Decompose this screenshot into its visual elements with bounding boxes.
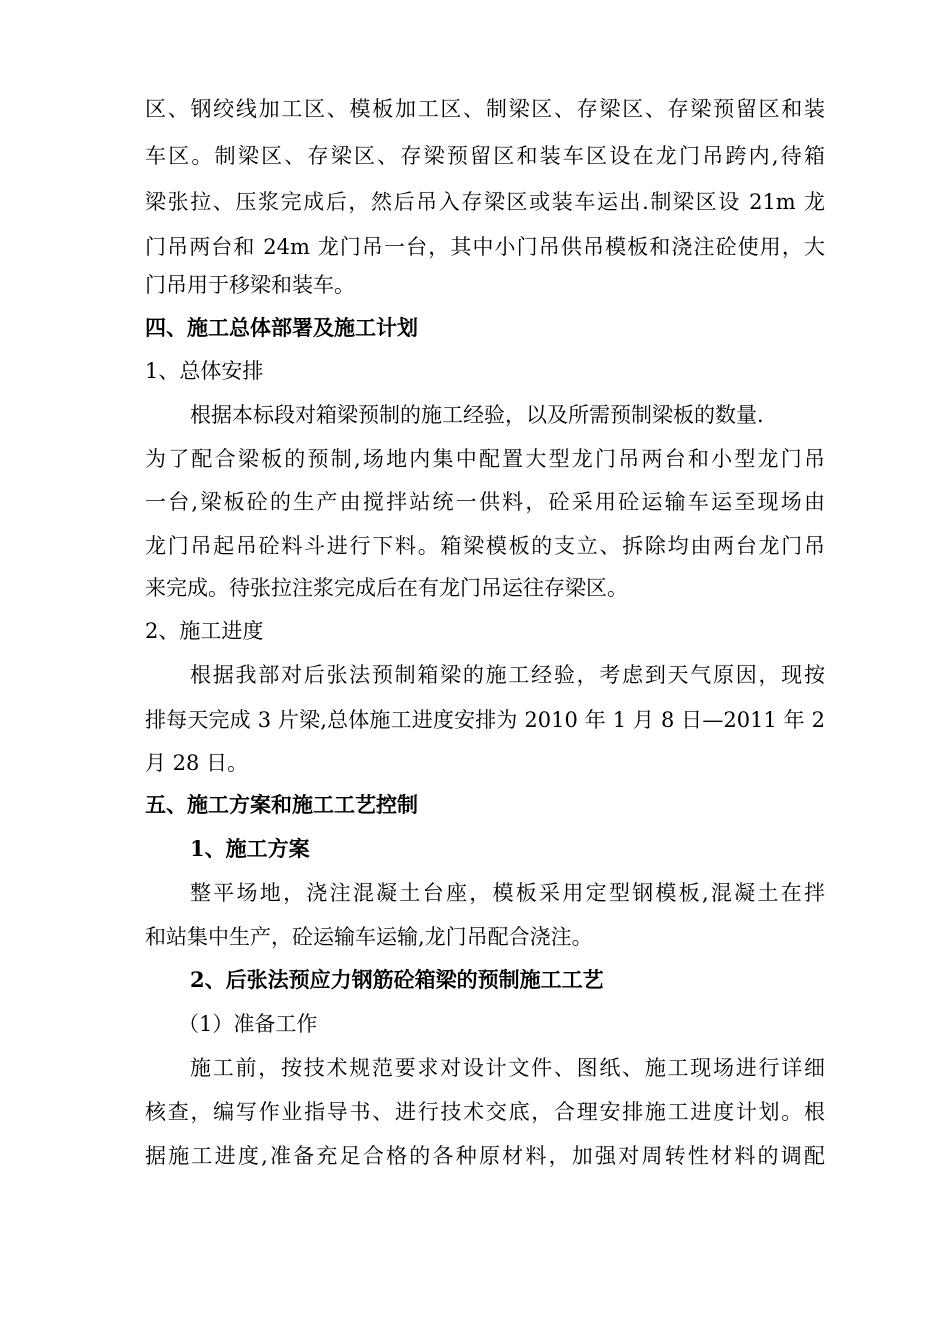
- subsection-title: 2、施工进度: [145, 619, 264, 643]
- subsection-title: 1、总体安排: [145, 359, 264, 383]
- paragraph-line: 门吊用于移梁和装车。: [145, 273, 355, 297]
- paragraph-line: 根据我部对后张法预制箱梁的施工经验，考虑到天气原因，现按: [190, 663, 825, 687]
- item-title: （1）准备工作: [178, 1012, 318, 1036]
- paragraph-line: 一台,梁板砼的生产由搅拌站统一供料，砼采用砼运输车运至现场由: [145, 490, 825, 514]
- paragraph-line: 根据本标段对箱梁预制的施工经验，以及所需预制梁板的数量.: [190, 403, 764, 427]
- paragraph-line: 月 28 日。: [145, 751, 249, 775]
- paragraph-line: 龙门吊起吊砼料斗进行下料。箱梁模板的支立、拆除均由两台龙门吊: [145, 534, 825, 558]
- paragraph-line: 据施工进度,准备充足合格的各种原材料，加强对周转性材料的调配: [145, 1144, 825, 1168]
- subsection-title: 2、后张法预应力钢筋砼箱梁的预制施工工艺: [190, 967, 604, 992]
- paragraph-line: 整平场地，浇注混凝土台座，模板采用定型钢模板,混凝土在拌: [190, 881, 825, 905]
- subsection-title: 1、施工方案: [190, 836, 310, 861]
- section-heading: 五、施工方案和施工工艺控制: [145, 792, 418, 817]
- paragraph-line: 门吊两台和 24m 龙门吊一台，其中小门吊供吊模板和浇注砼使用，大: [145, 235, 825, 259]
- paragraph-line: 施工前，按技术规范要求对设计文件、图纸、施工现场进行详细: [190, 1056, 825, 1080]
- paragraph-line: 区、钢绞线加工区、模板加工区、制梁区、存梁区、存梁预留区和装: [145, 97, 825, 121]
- section-heading: 四、施工总体部署及施工计划: [145, 315, 418, 340]
- paragraph-line: 核查，编写作业指导书、进行技术交底，合理安排施工进度计划。根: [145, 1100, 825, 1124]
- paragraph-line: 梁张拉、压浆完成后，然后吊入存梁区或装车运出.制梁区设 21m 龙: [145, 190, 825, 214]
- paragraph-line: 车区。制梁区、存梁区、存梁预留区和装车区设在龙门吊跨内,待箱: [145, 144, 825, 168]
- paragraph-line: 和站集中生产，砼运输车运输,龙门吊配合浇注。: [145, 925, 593, 949]
- paragraph-line: 来完成。待张拉注浆完成后在有龙门吊运往存梁区。: [145, 576, 628, 600]
- paragraph-line: 为了配合梁板的预制,场地内集中配置大型龙门吊两台和小型龙门吊: [145, 447, 825, 471]
- paragraph-line: 排每天完成 3 片梁,总体施工进度安排为 2010 年 1 月 8 日—2011 年 2: [145, 708, 825, 732]
